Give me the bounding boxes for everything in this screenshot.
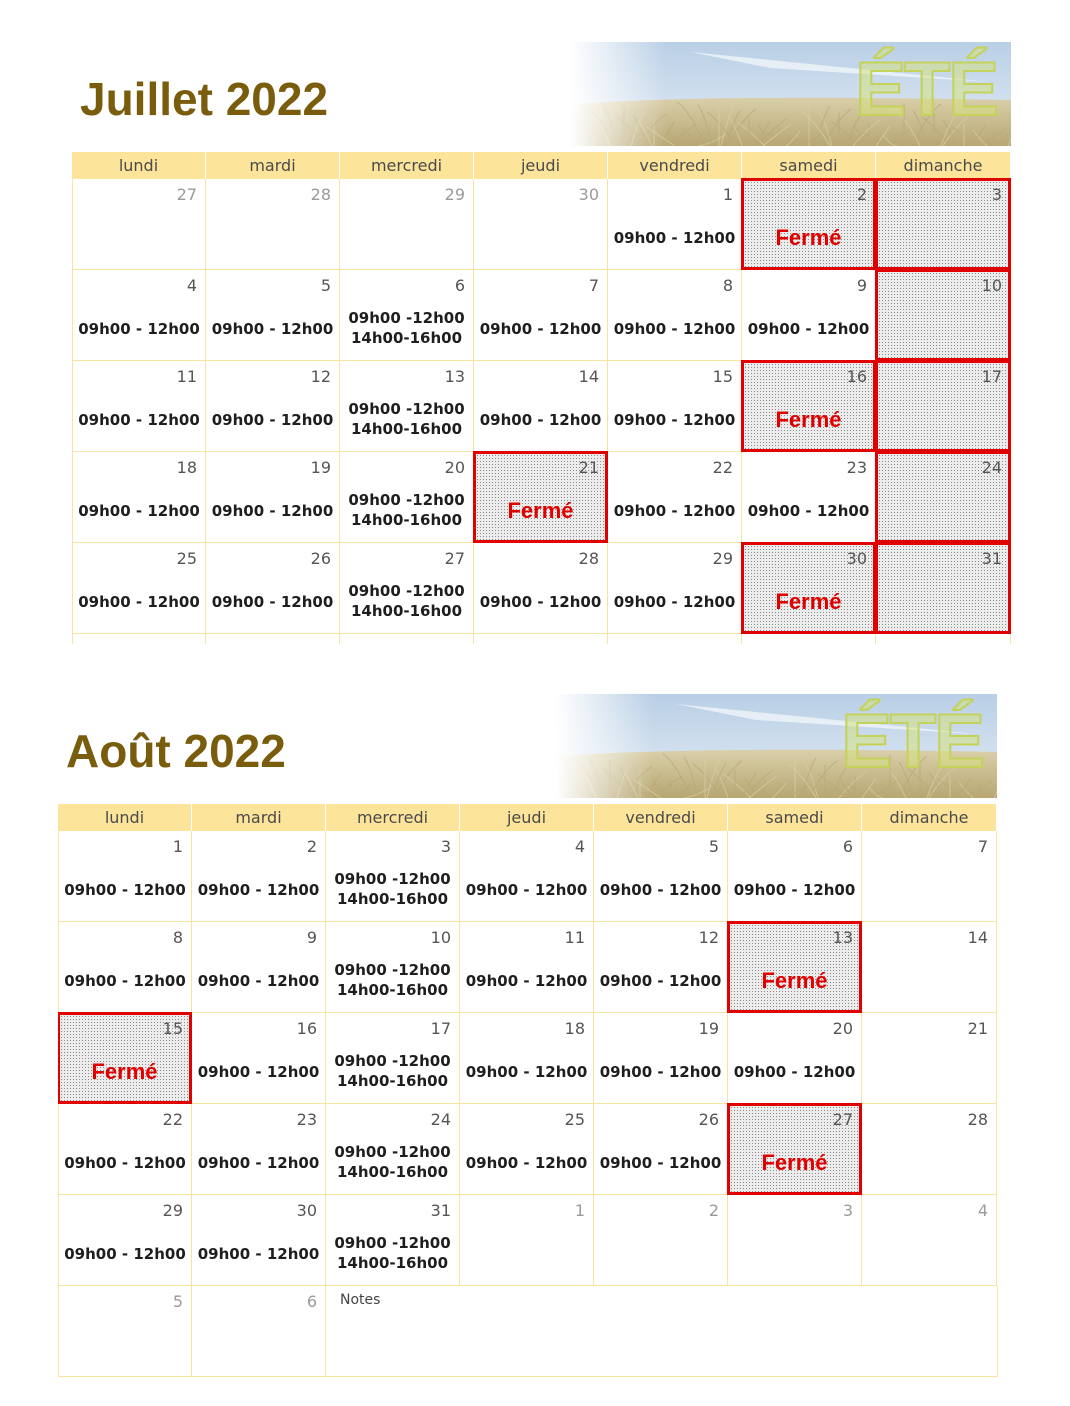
day-number: 3 — [440, 837, 451, 856]
opening-hours-morning: 09h00 -12h00 — [334, 1052, 451, 1070]
closed-label: Fermé — [507, 498, 574, 523]
day-number: 28 — [310, 185, 331, 204]
opening-hours-morning: 09h00 -12h00 — [348, 491, 465, 509]
day-cell-closed[interactable] — [741, 542, 876, 634]
day-number: 2 — [306, 837, 317, 856]
day-cell[interactable] — [326, 1104, 460, 1195]
day-number: 22 — [162, 1110, 183, 1129]
day-cell[interactable] — [326, 831, 460, 922]
opening-hours: 09h00 - 12h00 — [64, 1245, 186, 1263]
day-cell[interactable] — [192, 1286, 326, 1377]
day-cell[interactable] — [340, 179, 474, 270]
day-number: 8 — [722, 276, 733, 295]
day-number: 1 — [172, 837, 183, 856]
day-cell[interactable] — [728, 1013, 862, 1104]
day-number: 14 — [578, 367, 599, 386]
day-number: 9 — [856, 276, 867, 295]
day-cell[interactable] — [206, 452, 340, 543]
day-number: 19 — [698, 1019, 719, 1038]
opening-hours: 09h00 - 12h00 — [64, 1154, 186, 1172]
day-cell[interactable] — [594, 922, 728, 1013]
day-number: 1 — [574, 1201, 585, 1220]
opening-hours: 09h00 - 12h00 — [599, 972, 722, 990]
weekday-header-dimanche: dimanche — [862, 804, 997, 831]
summer-banner-image — [570, 42, 1011, 146]
day-cell[interactable] — [862, 1195, 997, 1286]
day-number: 13 — [832, 928, 853, 947]
day-cell-partial — [742, 634, 876, 644]
day-cell[interactable] — [862, 1104, 997, 1195]
day-number: 6 — [842, 837, 853, 856]
opening-hours: 09h00 - 12h00 — [78, 593, 200, 611]
opening-hours: 09h00 - 12h00 — [465, 1063, 588, 1081]
opening-hours — [326, 1051, 459, 1091]
opening-hours — [326, 960, 459, 1000]
day-cell-partial — [340, 634, 474, 644]
day-number: 12 — [310, 367, 331, 386]
day-number: 1 — [722, 185, 733, 204]
day-cell[interactable] — [58, 1286, 192, 1377]
opening-hours-afternoon: 14h00-16h00 — [336, 1072, 449, 1090]
day-number: 27 — [832, 1110, 853, 1129]
day-number: 23 — [296, 1110, 317, 1129]
day-cell[interactable] — [340, 543, 474, 634]
day-cell-closed[interactable] — [741, 178, 876, 270]
day-number: 26 — [698, 1110, 719, 1129]
day-cell[interactable] — [340, 270, 474, 361]
day-cell[interactable] — [594, 1013, 728, 1104]
opening-hours: 09h00 - 12h00 — [747, 320, 870, 338]
day-cell-closed[interactable] — [473, 451, 608, 543]
day-number: 2 — [708, 1201, 719, 1220]
opening-hours-afternoon: 14h00-16h00 — [336, 890, 449, 908]
closed-label: Fermé — [775, 407, 842, 432]
day-number: 31 — [981, 549, 1002, 568]
day-cell-partial — [608, 634, 742, 644]
weekday-header-jeudi: jeudi — [474, 152, 608, 179]
opening-hours: 09h00 - 12h00 — [599, 1154, 722, 1172]
day-cell[interactable] — [608, 361, 742, 452]
weekday-header-mardi: mardi — [206, 152, 340, 179]
day-cell-partial — [876, 634, 1011, 644]
opening-hours: 09h00 - 12h00 — [479, 320, 602, 338]
opening-hours: 09h00 - 12h00 — [78, 411, 200, 429]
day-cell[interactable] — [192, 922, 326, 1013]
day-number: 16 — [296, 1019, 317, 1038]
day-cell[interactable] — [594, 831, 728, 922]
day-cell[interactable] — [72, 452, 206, 543]
day-cell[interactable] — [594, 1104, 728, 1195]
day-cell[interactable] — [862, 1013, 997, 1104]
day-cell[interactable] — [608, 452, 742, 543]
opening-hours: 09h00 - 12h00 — [733, 881, 856, 899]
day-number: 23 — [846, 458, 867, 477]
day-number: 25 — [176, 549, 197, 568]
opening-hours-morning: 09h00 -12h00 — [348, 400, 465, 418]
day-cell[interactable] — [72, 179, 206, 270]
day-number: 4 — [186, 276, 197, 295]
banner-summer-text: ÉTÉ — [841, 699, 983, 784]
day-cell[interactable] — [326, 922, 460, 1013]
day-cell-closed[interactable] — [875, 542, 1011, 634]
day-cell-closed[interactable] — [875, 269, 1011, 361]
day-number: 29 — [162, 1201, 183, 1220]
opening-hours: 09h00 - 12h00 — [197, 1245, 320, 1263]
opening-hours-morning: 09h00 -12h00 — [348, 309, 465, 327]
day-cell[interactable] — [206, 179, 340, 270]
opening-hours-afternoon: 14h00-16h00 — [350, 329, 463, 347]
day-cell[interactable] — [594, 1195, 728, 1286]
day-number: 5 — [172, 1292, 183, 1311]
day-cell[interactable] — [460, 922, 594, 1013]
day-number: 7 — [977, 837, 988, 856]
day-cell[interactable] — [192, 1013, 326, 1104]
day-number: 10 — [981, 276, 1002, 295]
day-number: 24 — [430, 1110, 451, 1129]
day-cell[interactable] — [192, 1195, 326, 1286]
opening-hours: 09h00 - 12h00 — [211, 593, 334, 611]
opening-hours-afternoon: 14h00-16h00 — [350, 602, 463, 620]
closed-label: Fermé — [761, 1150, 828, 1175]
day-number: 4 — [574, 837, 585, 856]
day-number: 29 — [712, 549, 733, 568]
opening-hours-afternoon: 14h00-16h00 — [336, 1254, 449, 1272]
month-title: Août 2022 — [66, 725, 286, 777]
day-number: 6 — [306, 1292, 317, 1311]
weekday-header-samedi: samedi — [742, 152, 876, 179]
opening-hours: 09h00 - 12h00 — [64, 972, 186, 990]
opening-hours: 09h00 - 12h00 — [733, 1063, 856, 1081]
day-number: 3 — [991, 185, 1002, 204]
day-number: 20 — [832, 1019, 853, 1038]
opening-hours-morning: 09h00 -12h00 — [334, 1234, 451, 1252]
closed-label: Fermé — [91, 1059, 158, 1084]
day-cell[interactable] — [608, 179, 742, 270]
day-number: 12 — [698, 928, 719, 947]
closed-label: Fermé — [761, 968, 828, 993]
notes-area[interactable] — [326, 1286, 998, 1377]
weekday-header-lundi: lundi — [72, 152, 206, 179]
day-number: 9 — [306, 928, 317, 947]
opening-hours: 09h00 - 12h00 — [211, 320, 334, 338]
day-cell[interactable] — [206, 361, 340, 452]
day-cell[interactable] — [206, 270, 340, 361]
opening-hours: 09h00 - 12h00 — [479, 411, 602, 429]
day-number: 5 — [708, 837, 719, 856]
day-cell[interactable] — [206, 543, 340, 634]
weekday-header-mercredi: mercredi — [326, 804, 460, 831]
opening-hours: 09h00 - 12h00 — [613, 502, 736, 520]
day-cell-closed[interactable] — [741, 360, 876, 452]
opening-hours — [340, 490, 473, 530]
day-number: 27 — [444, 549, 465, 568]
day-cell[interactable] — [192, 1104, 326, 1195]
day-number: 19 — [310, 458, 331, 477]
day-cell[interactable] — [742, 452, 876, 543]
day-number: 30 — [296, 1201, 317, 1220]
day-number: 4 — [977, 1201, 988, 1220]
notes-label: Notes — [340, 1292, 381, 1308]
day-cell[interactable] — [460, 831, 594, 922]
day-cell-closed[interactable] — [875, 178, 1011, 270]
day-cell[interactable] — [474, 361, 608, 452]
weekday-header-mercredi: mercredi — [340, 152, 474, 179]
day-cell-partial — [474, 634, 608, 644]
day-number: 29 — [444, 185, 465, 204]
day-number: 3 — [842, 1201, 853, 1220]
day-number: 17 — [430, 1019, 451, 1038]
day-cell[interactable] — [474, 179, 608, 270]
day-number: 14 — [967, 928, 988, 947]
month-title: Juillet 2022 — [80, 73, 329, 125]
opening-hours: 09h00 - 12h00 — [78, 502, 200, 520]
day-number: 18 — [564, 1019, 585, 1038]
day-number: 16 — [846, 367, 867, 386]
opening-hours: 09h00 - 12h00 — [211, 411, 334, 429]
day-number: 30 — [578, 185, 599, 204]
day-cell-partial — [72, 634, 206, 644]
day-cell[interactable] — [192, 831, 326, 922]
day-cell[interactable] — [862, 831, 997, 922]
opening-hours — [340, 399, 473, 439]
opening-hours-morning: 09h00 -12h00 — [334, 870, 451, 888]
day-number: 28 — [967, 1110, 988, 1129]
day-cell[interactable] — [474, 270, 608, 361]
weekday-header-jeudi: jeudi — [460, 804, 594, 831]
opening-hours-morning: 09h00 -12h00 — [334, 1143, 451, 1161]
day-cell[interactable] — [460, 1195, 594, 1286]
opening-hours: 09h00 - 12h00 — [599, 881, 722, 899]
day-cell-closed[interactable] — [727, 921, 862, 1013]
opening-hours — [340, 308, 473, 348]
day-number: 26 — [310, 549, 331, 568]
opening-hours: 09h00 - 12h00 — [465, 972, 588, 990]
day-cell[interactable] — [72, 270, 206, 361]
opening-hours-afternoon: 14h00-16h00 — [350, 420, 463, 438]
day-cell[interactable] — [460, 1013, 594, 1104]
day-cell-closed[interactable] — [58, 1012, 192, 1104]
day-cell[interactable] — [728, 1195, 862, 1286]
day-cell[interactable] — [340, 361, 474, 452]
day-cell[interactable] — [340, 452, 474, 543]
day-number: 27 — [176, 185, 197, 204]
day-cell[interactable] — [862, 922, 997, 1013]
day-cell-partial — [206, 634, 340, 644]
day-number: 11 — [176, 367, 197, 386]
opening-hours: 09h00 - 12h00 — [197, 972, 320, 990]
day-cell-closed[interactable] — [875, 360, 1011, 452]
day-number: 20 — [444, 458, 465, 477]
day-cell-closed[interactable] — [727, 1103, 862, 1195]
opening-hours: 09h00 - 12h00 — [613, 593, 736, 611]
closed-label: Fermé — [775, 225, 842, 250]
day-cell[interactable] — [58, 922, 192, 1013]
opening-hours: 09h00 - 12h00 — [479, 593, 602, 611]
day-number: 15 — [712, 367, 733, 386]
day-number: 25 — [564, 1110, 585, 1129]
day-cell[interactable] — [474, 543, 608, 634]
opening-hours-morning: 09h00 -12h00 — [348, 582, 465, 600]
weekday-header-lundi: lundi — [58, 804, 192, 831]
day-number: 5 — [320, 276, 331, 295]
opening-hours-afternoon: 14h00-16h00 — [350, 511, 463, 529]
day-number: 28 — [578, 549, 599, 568]
day-cell[interactable] — [58, 1104, 192, 1195]
weekday-header-vendredi: vendredi — [608, 152, 742, 179]
opening-hours: 09h00 - 12h00 — [613, 229, 736, 247]
opening-hours: 09h00 - 12h00 — [599, 1063, 722, 1081]
day-number: 21 — [967, 1019, 988, 1038]
day-number: 18 — [176, 458, 197, 477]
weekday-header-mardi: mardi — [192, 804, 326, 831]
opening-hours: 09h00 - 12h00 — [465, 1154, 588, 1172]
day-number: 24 — [981, 458, 1002, 477]
banner-summer-text: ÉTÉ — [855, 47, 997, 132]
opening-hours — [326, 1233, 459, 1273]
day-number: 30 — [846, 549, 867, 568]
opening-hours: 09h00 - 12h00 — [64, 881, 186, 899]
day-number: 11 — [564, 928, 585, 947]
summer-banner-image — [556, 694, 997, 798]
weekday-header-dimanche: dimanche — [876, 152, 1011, 179]
day-number: 2 — [856, 185, 867, 204]
opening-hours: 09h00 - 12h00 — [197, 1154, 320, 1172]
day-cell[interactable] — [728, 831, 862, 922]
calendar-grid — [58, 804, 998, 1380]
opening-hours — [326, 869, 459, 909]
closed-label: Fermé — [775, 589, 842, 614]
day-number: 31 — [430, 1201, 451, 1220]
day-cell[interactable] — [72, 543, 206, 634]
day-cell[interactable] — [460, 1104, 594, 1195]
opening-hours: 09h00 - 12h00 — [613, 320, 736, 338]
day-cell[interactable] — [608, 270, 742, 361]
weekday-header-samedi: samedi — [728, 804, 862, 831]
day-cell[interactable] — [58, 831, 192, 922]
day-number: 7 — [588, 276, 599, 295]
day-cell[interactable] — [742, 270, 876, 361]
day-number: 15 — [162, 1019, 183, 1038]
day-cell[interactable] — [326, 1195, 460, 1286]
day-cell[interactable] — [326, 1013, 460, 1104]
opening-hours: 09h00 - 12h00 — [197, 1063, 320, 1081]
opening-hours-afternoon: 14h00-16h00 — [336, 1163, 449, 1181]
day-number: 13 — [444, 367, 465, 386]
day-number: 10 — [430, 928, 451, 947]
opening-hours: 09h00 - 12h00 — [197, 881, 320, 899]
day-cell[interactable] — [58, 1195, 192, 1286]
day-number: 21 — [578, 458, 599, 477]
opening-hours: 09h00 - 12h00 — [747, 502, 870, 520]
day-number: 8 — [172, 928, 183, 947]
day-cell[interactable] — [72, 361, 206, 452]
day-number: 6 — [454, 276, 465, 295]
calendar-grid — [72, 152, 1012, 644]
opening-hours-afternoon: 14h00-16h00 — [336, 981, 449, 999]
opening-hours — [326, 1142, 459, 1182]
opening-hours — [340, 581, 473, 621]
day-number: 22 — [712, 458, 733, 477]
opening-hours-morning: 09h00 -12h00 — [334, 961, 451, 979]
day-number: 17 — [981, 367, 1002, 386]
day-cell[interactable] — [608, 543, 742, 634]
opening-hours: 09h00 - 12h00 — [465, 881, 588, 899]
day-cell-closed[interactable] — [875, 451, 1011, 543]
weekday-header-vendredi: vendredi — [594, 804, 728, 831]
opening-hours: 09h00 - 12h00 — [78, 320, 200, 338]
opening-hours: 09h00 - 12h00 — [613, 411, 736, 429]
opening-hours: 09h00 - 12h00 — [211, 502, 334, 520]
